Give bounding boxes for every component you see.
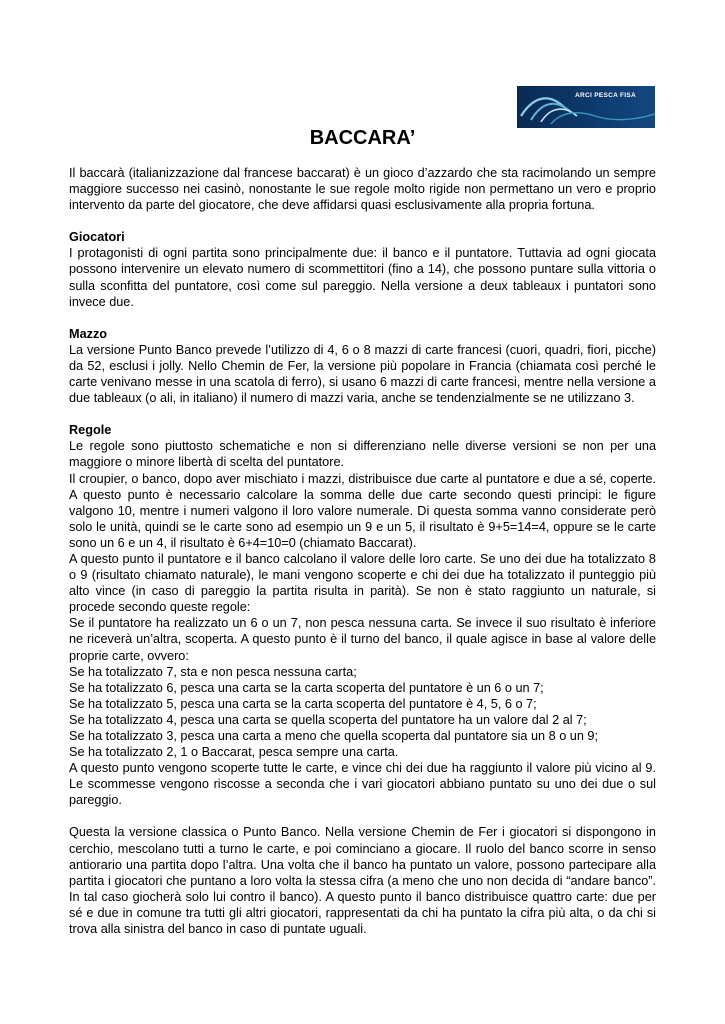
regole-rule-line: Se ha totalizzato 6, pesca una carta se la carta scoperta del puntatore è un 6 o un 7; [69,680,544,695]
chemin-de-fer-paragraph: Questa la versione classica o Punto Banco. Nella versione Chemin de Fer i giocatori si dispongono in cerchio, mescolano tutti a turno le carte, e poi cominciano a giocare. Il ruolo del banco scorre in senso antiorario una partita dopo l’altra. Una volta che il banco ha puntato un valore, possono partecipare alla partita i giocatori che puntano a loro volta la stessa cifra (a meno che uno non decida di “andare banco”. In tal caso giocherà solo lui contro il banco). A questo punto il banco distribuisce quattro carte: due per sé e due in comune tra tutti gli altri giocatori, rappresentati da chi ha puntato la cifra più alta, o da chi si trova alla sinistra del banco in caso di puntate uguali. [69,825,656,937]
intro-paragraph: Il baccarà (italianizzazione dal francese baccarat) è un gioco d’azzardo che sta racimolando un sempre maggiore successo nei casinò, nonostante le sue regole molto rigide non permettano un vero e proprio intervento da parte del giocatore, che deve affidarsi quasi esclusivamente alla propria fortuna. [69,166,656,213]
mazzo-heading: Mazzo [69,326,108,341]
regole-heading: Regole [69,423,112,438]
regole-rule-line: Se ha totalizzato 2, 1 o Baccarat, pesca sempre una carta. [69,745,399,760]
page-title: BACCARA’ [309,127,416,149]
regole-rule-line: Se ha totalizzato 5, pesca una carta se la carta scoperta del puntatore è 4, 5, 6 o 7; [69,696,537,711]
regole-paragraph: Le regole sono piuttosto schematiche e non si differenziano nelle diverse versioni se non per una maggiore o minore libertà di scelta del puntatore. [69,439,656,470]
giocatori-heading: Giocatori [69,230,125,245]
regole-rule-line: Se ha totalizzato 7, sta e non pesca nessuna carta; [69,664,357,679]
logo [517,86,655,128]
regole-paragraph: Se il puntatore ha realizzato un 6 o un 7, non pesca nessuna carta. Se invece il suo risultato è inferiore ne riceverà un’altra, scoperta. A questo punto è il turno del banco, il quale agisce in base al valore delle proprie carte, ovvero: [69,616,656,663]
logo-text: ARCI PESCA FISA [575,92,636,99]
regole-paragraph: Il croupier, o banco, dopo aver mischiato i mazzi, distribuisce due carte al puntatore e due a sé, coperte. A questo punto è necessario calcolare la somma delle due carte secondo questi principi: le figure valgono 10, mentre i numeri valgono il loro valore numerale. Di questa somma vanno considerate però solo le unità, quindi se le carte sono ad esempio un 9 e un 5, il risultato è 9+5=14=4, oppure se le carte sono un 6 e un 4, il risultato è 6+4=10=0 (chiamato Baccarat). [69,471,656,550]
regole-paragraph: A questo punto il puntatore e il banco calcolano il valore delle loro carte. Se uno dei due ha totalizzato 8 o 9 (risultato chiamato naturale), le mani vengono scoperte e chi dei due ha totalizzato il punteggio più alto vince (in caso di pareggio la partita risulta in parità). Se non è stato raggiunto un naturale, si procede secondo queste regole: [69,551,656,615]
regole-rule-line: Se ha totalizzato 4, pesca una carta se quella scoperta del puntatore ha un valore dal 2 al 7; [69,712,587,727]
document-body [69,165,656,937]
regole-rule-line: Se ha totalizzato 3, pesca una carta a meno che quella scoperta dal puntatore sia un 8 o un 9; [69,729,598,743]
mazzo-paragraph: La versione Punto Banco prevede l’utilizzo di 4, 6 o 8 mazzi di carte francesi (cuori, quadri, fiori, picche) da 52, esclusi i jolly. Nello Chemin de Fer, la versione più popolare in Francia (chiamata così perché le carte venivano messe in una scatola di ferro), si usano 6 mazzi di carte francesi, mentre nella versione a due tableaux (o ali, in italiano) il numero di mazzi varia, anche se tendenzialmente se ne utilizzano 3. [69,342,656,406]
giocatori-paragraph: I protagonisti di ogni partita sono principalmente due: il banco e il puntatore. Tuttavia ad ogni giocata possono intervenire un elevato numero di scommettitori (fino a 14), che possono puntare sulla vittoria o sulla sconfitta del puntatore, così come sul pareggio. Nella versione a deux tableaux i puntatori sono invece due. [69,246,656,309]
regole-paragraph: A questo punto vengono scoperte tutte le carte, e vince chi dei due ha raggiunto il valore più vicino al 9. Le scommesse vengono riscosse a seconda che i vari giocatori abbiano puntato su uno dei due o sul pareggio. [69,761,656,808]
